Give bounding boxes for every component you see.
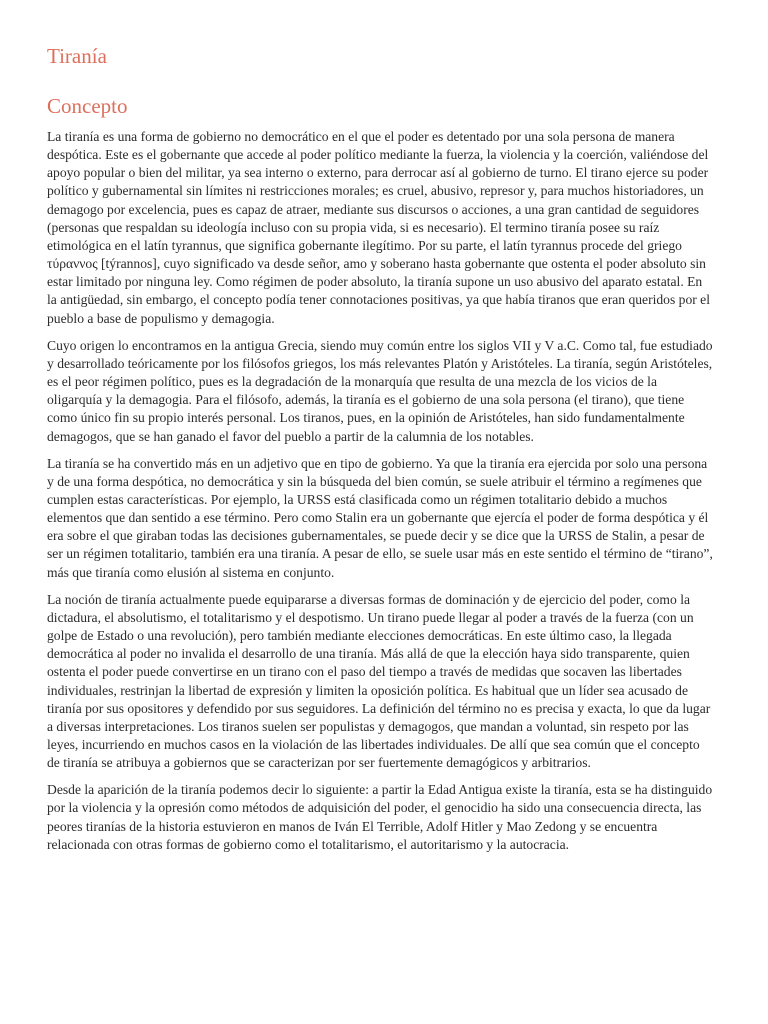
document-title: Tiranía xyxy=(47,44,107,68)
section-heading-concepto: Concepto xyxy=(47,94,128,118)
paragraph-1: La tiranía es una forma de gobierno no democrático en el que el poder es detentado por una sola persona de manera despótica. Este es el gobernante que accede al poder político mediante la fuerza, la violencia y la coerción, valiéndose del apoyo popular o bien del militar, ya sea interno o externo, para derrocar así al gobierno de turno. El tirano ejerce su poder político y gubernamental sin límites ni restricciones morales; es cruel, abusivo, represor y, para muchos historiadores, un demagogo por excelencia, pues es capaz de atraer, mediante sus discursos o acciones, a una gran cantidad de seguidores (personas que respaldan su ideología incluso con su propia vida, si es necesario). El termino tiranía posee su raíz etimológica en el latín tyrannus, que significa gobernante ilegítimo. Por su parte, el latín tyrannus procede del griego τύραννος [týrannos], cuyo significado va desde señor, amo y soberano hasta gobernante que ostenta el poder absoluto sin estar limitado por ninguna ley. Como régimen de poder absoluto, la tiranía supone un uso abusivo del aparato estatal. En la antigüedad, sin embargo, el concepto podía tener connotaciones positivas, ya que había tiranos que eran queridos por el pueblo a base de populismo y demagogia. xyxy=(47,129,710,326)
document-page xyxy=(47,42,715,863)
paragraph-5: Desde la aparición de la tiranía podemos decir lo siguiente: a partir la Edad Antigua existe la tiranía, esta se ha distinguido por la violencia y la opresión como métodos de adquisición del poder, el genocidio ha sido una consecuencia directa, las peores tiranías de la historia estuvieron en manos de Iván El Terrible, Adolf Hitler y Mao Zedong y se encuentra relacionada con otras formas de gobierno como el totalitarismo, el autoritarismo y la autocracia. xyxy=(47,782,713,852)
paragraph-3: La tiranía se ha convertido más en un adjetivo que en tipo de gobierno. Ya que la tiranía era ejercida por solo una persona y de una forma despótica, no democrática y sin la búsqueda del bien común, se suele atribuir el término a regímenes que cumplen estas características. Por ejemplo, la URSS está clasificada como un régimen totalitario debido a muchos elementos que dan sentido a ese término. Pero como Stalin era un gobernante que ejercía el poder de forma despótica y él era sobre el que giraban todas las decisiones gubernamentales, se puede decir y se dice que la URSS de Stalin, a pesar de ser un régimen totalitario, también era una tiranía. A pesar de ello, se suele usar más en este sentido el término de “tirano”, más que tiranía como elusión al sistema en conjunto. xyxy=(47,455,713,580)
paragraph-2: Cuyo origen lo encontramos en la antigua Grecia, siendo muy común entre los siglos VII y V a.C. Como tal, fue estudiado y desarrollado teóricamente por los filósofos griegos, los más relevantes Platón y Aristóteles. La tiranía, según Aristóteles, es el peor régimen político, pues es la degradación de la monarquía que resulta de una mezcla de los vicios de la oligarquía y la demagogia. Para el filósofo, además, la tiranía es el gobierno de una sola persona (el tirano), que tiene como único fin su propio interés personal. Los tiranos, pues, en la opinión de Aristóteles, han sido fundamentalmente demagogos, que se han ganado el favor del pueblo a partir de la calumnia de los notables. xyxy=(47,337,713,444)
paragraph-4: La noción de tiranía actualmente puede equipararse a diversas formas de dominación y de ejercicio del poder, como la dictadura, el absolutismo, el totalitarismo y el despotismo. Un tirano puede llegar al poder a través de la fuerza (con un golpe de Estado o una revolución), pero también mediante elecciones democráticas. En este último caso, la llegada democrática al poder no invalida el desarrollo de una tiranía. Más allá de que la elección haya sido transparente, quien ostenta el poder puede convertirse en un tirano con el paso del tiempo a través de medidas que socaven las libertades individuales, restrinjan la libertad de expresión y limiten la oposición política. Es habitual que un líder sea acusado de tiranía por sus opositores y defendido por sus seguidores. La definición del término no es precisa y exacta, lo que da lugar a diversas interpretaciones. Los tiranos suelen ser populistas y demagogos, que mandan a voluntad, sin respeto por las leyes, incurriendo en muchos casos en la violación de las libertades individuales. De allí que sea común que el concepto de tiranía se atribuya a gobiernos que se caracterizan por ser fuertemente demagógicos y arbitrarios. xyxy=(47,591,711,771)
